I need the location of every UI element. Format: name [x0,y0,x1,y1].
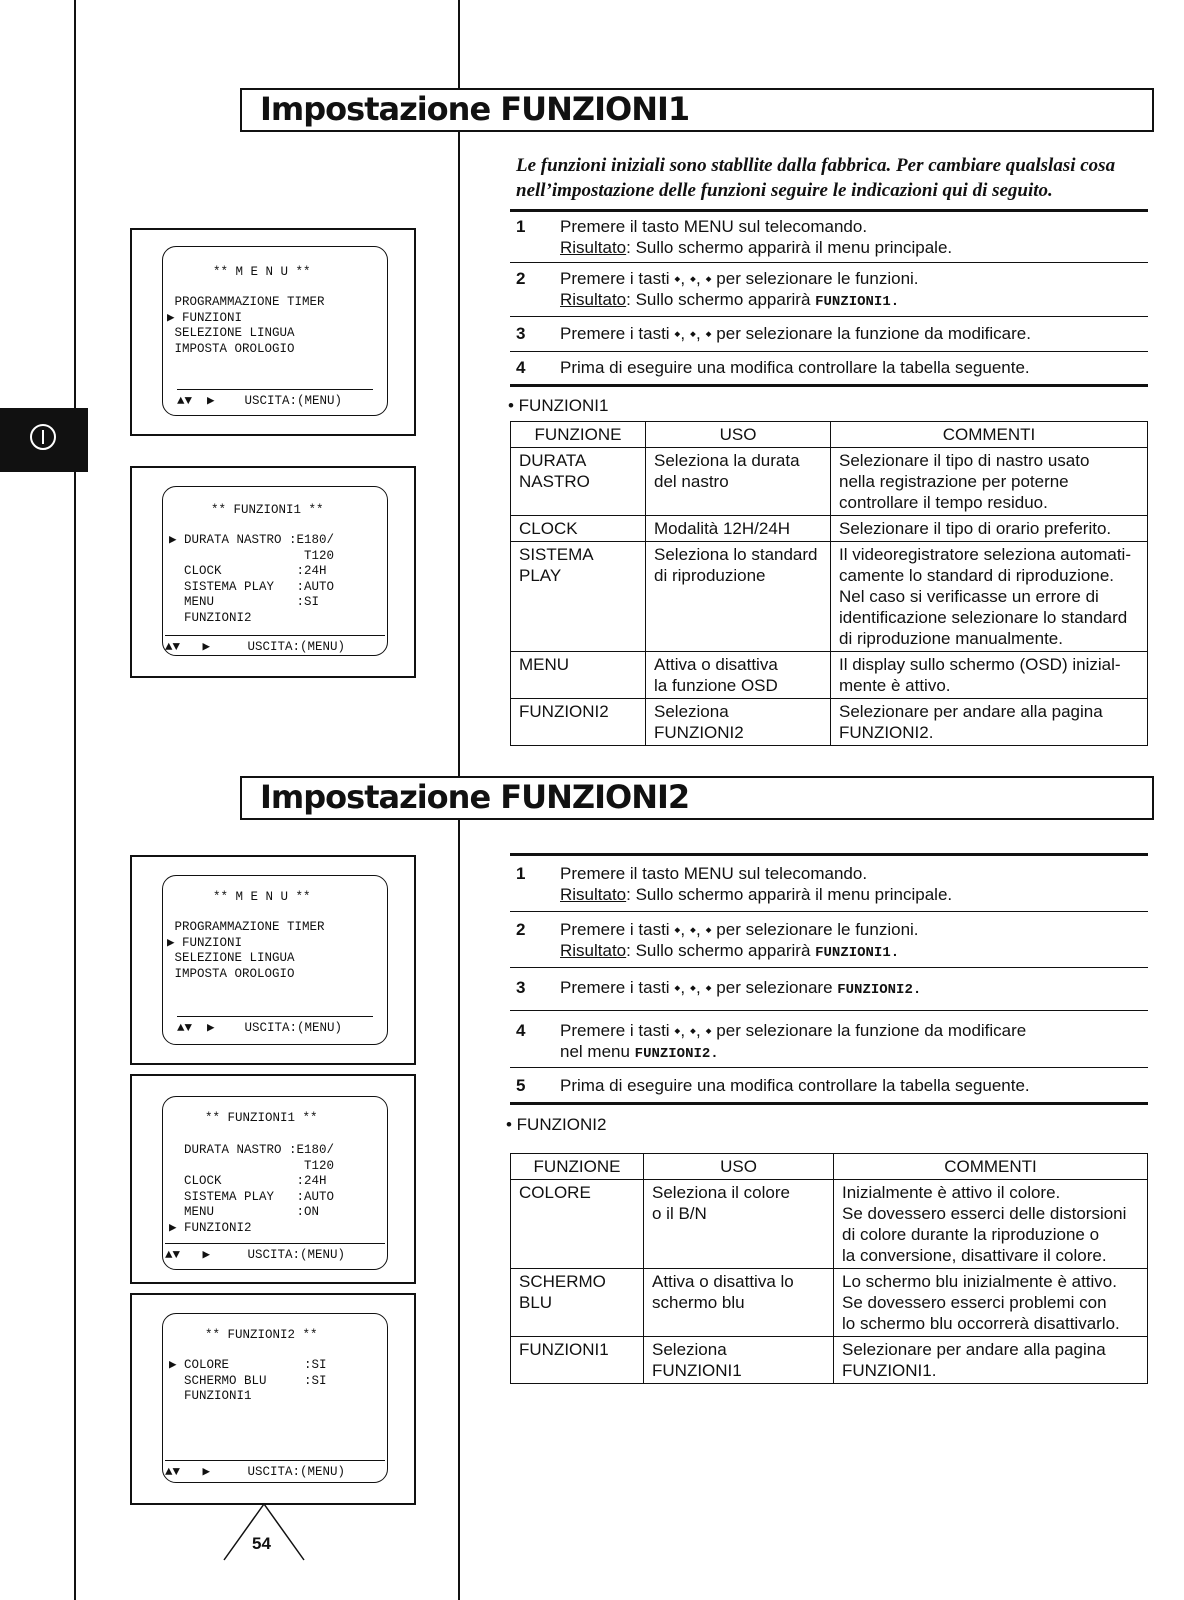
table-cell: Il display sullo schermo (OSD) inizial- mente è attivo. [831,652,1148,699]
table-row [511,1180,1148,1269]
osd-screen-funzioni1 [130,466,416,678]
step-1: 1 Premere il tasto MENU sul telecomando. Risultato: Sullo schermo apparirà il menu principale. [516,217,953,257]
table-row [511,542,1148,652]
table-cell: Seleziona FUNZIONI2 [646,699,831,746]
osd-title: ** FUNZIONI2 ** [205,1328,318,1342]
osd-footer: ▲▼ ▶ USCITA:(MENU) [165,635,385,654]
step-4: 4 Premere i tasti ⬩, ⬩, ⬩ per selezionare la funzione da modificare nel menu FUNZIONI2. [516,1021,1027,1062]
table-row [511,699,1148,746]
osd-funzioni1-body: DURATA NASTRO :E180/ T120 CLOCK :24H SISTEMA PLAY :AUTO MENU :ON ▶ FUNZIONI2 [169,1143,335,1235]
table-row [511,652,1148,699]
page-number: 54 [252,1534,271,1553]
step-2: 2 Premere i tasti ⬩, ⬩, ⬩ per selezionare le funzioni. Risultato: Sullo schermo apparirà FUNZIONI1. [516,269,919,310]
osd-title: ** FUNZIONI1 ** [205,1111,318,1125]
table-cell: Inizialmente è attivo il colore. Se dovessero esserci delle distorsioni di colore durante la riproduzione o la conversione, disattivare il colore. [834,1180,1148,1269]
table-cell: Selezionare il tipo di orario preferito. [831,516,1148,542]
table-header-row [511,1154,1148,1180]
step-1: 1 Premere il tasto MENU sul telecomando. Risultato: Sullo schermo apparirà il menu principale. [516,864,953,904]
step-2: 2 Premere i tasti ⬩, ⬩, ⬩ per selezionare le funzioni. Risultato: Sullo schermo apparirà FUNZIONI1. [516,920,919,961]
table-cell: Seleziona FUNZIONI1 [644,1337,834,1384]
table-header-cell: COMMENTI [834,1154,1148,1180]
osd-title: ** FUNZIONI1 ** [211,503,324,517]
osd-title: ** M E N U ** [213,265,311,279]
osd-funzioni2-body: ▶ COLORE :SI SCHERMO BLU :SI FUNZIONI1 [169,1358,327,1403]
table1-label: • FUNZIONI1 [508,396,609,415]
funzioni2-table [510,1153,1148,1384]
table-cell: Seleziona lo standard di riproduzione [646,542,831,652]
osd-screen-funzioni1 [130,1074,416,1284]
osd-footer: ▲▼ ▶ USCITA:(MENU) [177,1016,373,1035]
table-cell: Attiva o disattiva la funzione OSD [646,652,831,699]
osd-footer: ▲▼ ▶ USCITA:(MENU) [165,1460,385,1479]
section1-title: Impostazione FUNZIONI1 [260,90,690,128]
section1-intro: Le funzioni iniziali sono stabllite dalla fabbrica. Per cambiare qualslasi cosa nell’impostazione delle funzioni seguire le indicazioni qui di seguito. [516,155,1116,201]
osd-funzioni1-body: ▶ DURATA NASTRO :E180/ T120 CLOCK :24H SISTEMA PLAY :AUTO MENU :SI FUNZIONI2 [169,533,335,625]
table-cell: Modalità 12H/24H [646,516,831,542]
table-cell: Lo schermo blu inizialmente è attivo. Se dovessero esserci problemi con lo schermo blu occorrerà disattivarlo. [834,1269,1148,1337]
table-cell: MENU [511,652,646,699]
osd-menu-body: PROGRAMMAZIONE TIMER ▶ FUNZIONI SELEZIONE LINGUA IMPOSTA OROLOGIO [167,920,325,981]
table-header-cell: USO [644,1154,834,1180]
table-cell: Selezionare il tipo di nastro usato nella registrazione per poterne controllare il tempo residuo. [831,448,1148,516]
table-cell: Selezionare per andare alla pagina FUNZIONI1. [834,1337,1148,1384]
table-cell: DURATA NASTRO [511,448,646,516]
step-5: 5 Prima di eseguire una modifica controllare la tabella seguente. [516,1076,1030,1095]
table-cell: Seleziona il colore o il B/N [644,1180,834,1269]
osd-footer: ▲▼ ▶ USCITA:(MENU) [165,1243,385,1262]
language-tab [0,408,88,472]
table-header-cell: USO [646,422,831,448]
table-cell: Seleziona la durata del nastro [646,448,831,516]
osd-title: ** M E N U ** [213,890,311,904]
table-cell: FUNZIONI2 [511,699,646,746]
step-3: 3 Premere i tasti ⬩, ⬩, ⬩ per selezionare la funzione da modificare. [516,324,1031,343]
divider [510,209,1148,212]
step-3: 3 Premere i tasti ⬩, ⬩, ⬩ per selezionare FUNZIONI2. [516,978,922,998]
funzioni1-table [510,421,1148,746]
table-cell: SISTEMA PLAY [511,542,646,652]
osd-screen-menu [130,228,416,436]
osd-footer: ▲▼ ▶ USCITA:(MENU) [177,389,373,408]
table-cell: CLOCK [511,516,646,542]
section2-title: Impostazione FUNZIONI2 [260,778,690,816]
step-4: 4 Prima di eseguire una modifica controllare la tabella seguente. [516,358,1030,377]
table-header-cell: FUNZIONE [511,422,646,448]
left-margin-line [74,0,76,1600]
table-cell: SCHERMO BLU [511,1269,644,1337]
table-row [511,516,1148,542]
table-cell: Selezionare per andare alla pagina FUNZIONI2. [831,699,1148,746]
table-cell: Attiva o disattiva lo schermo blu [644,1269,834,1337]
table2-label: • FUNZIONI2 [506,1115,607,1134]
osd-menu-body: PROGRAMMAZIONE TIMER ▶ FUNZIONI SELEZIONE LINGUA IMPOSTA OROLOGIO [167,295,325,356]
table-header-cell: FUNZIONE [511,1154,644,1180]
table-cell: COLORE [511,1180,644,1269]
osd-screen-menu [130,855,416,1065]
table-header-row [511,422,1148,448]
table-cell: FUNZIONI1 [511,1337,644,1384]
table-row [511,448,1148,516]
table-row [511,1269,1148,1337]
osd-screen-funzioni2 [130,1293,416,1505]
table-row [511,1337,1148,1384]
table-cell: Il videoregistratore seleziona automati- camente lo standard di riproduzione. Nel caso si verificasse un errore di identificazione selezionare lo standard di riproduzione manualmente. [831,542,1148,652]
table-header-cell: COMMENTI [831,422,1148,448]
